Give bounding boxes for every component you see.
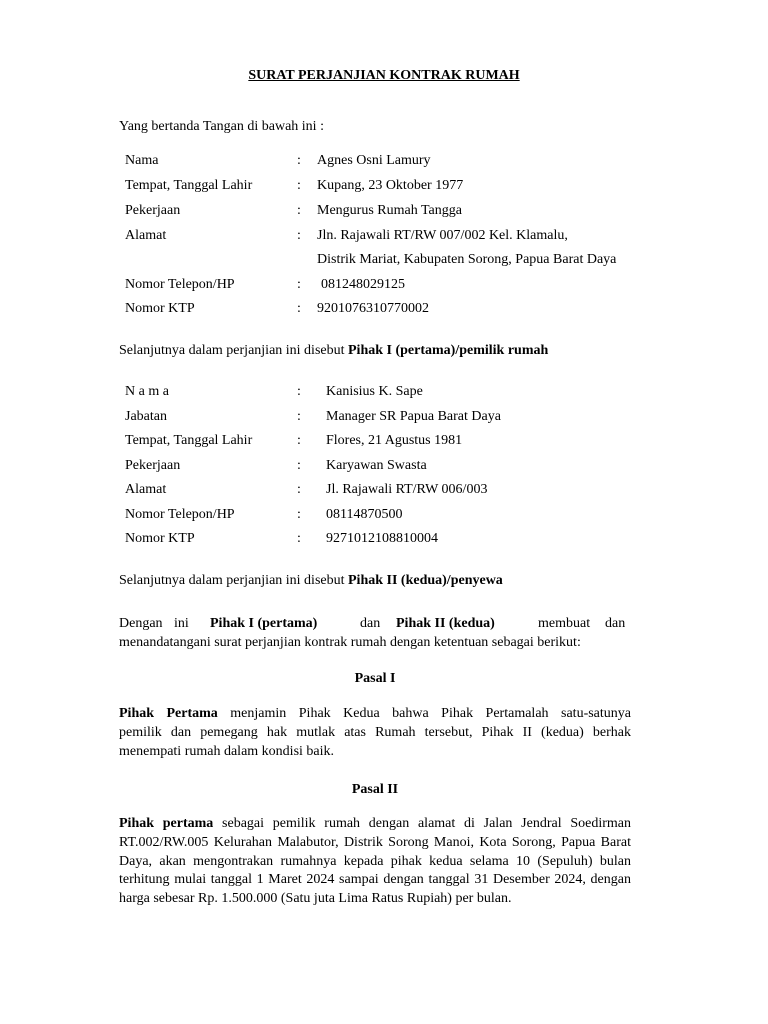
- summary-text: Selanjutnya dalam perjanjian ini disebut: [119, 573, 348, 588]
- field-label: Alamat: [125, 228, 167, 243]
- intro-text: Yang bertanda Tangan di bawah ini :: [119, 119, 324, 134]
- field-value: Jl. Rajawali RT/RW 006/003: [326, 482, 488, 497]
- paragraph-line: terhitung mulai tanggal 1 Maret 2024 sampai dengan tanggal 31 Desember 2024, dengan: [119, 872, 631, 888]
- agreement-word: dan: [360, 616, 381, 631]
- field-value: Kupang, 23 Oktober 1977: [317, 178, 464, 193]
- colon: :: [297, 531, 301, 546]
- colon: :: [297, 458, 301, 473]
- colon: :: [297, 277, 301, 292]
- agreement-party1: Pihak I (pertama): [210, 616, 318, 631]
- summary-text: Selanjutnya dalam perjanjian ini disebut: [119, 343, 348, 358]
- field-value: Kanisius K. Sape: [326, 384, 423, 399]
- colon: :: [297, 482, 301, 497]
- pasal-2-paragraph: [119, 815, 631, 909]
- paragraph-line: RT.002/RW.005 Kelurahan Malabutor, Distrik Sorong Manoi, Kota Sorong, Papua Barat: [119, 834, 631, 850]
- party1-summary: [119, 343, 548, 359]
- paragraph-line: menempati rumah dalam kondisi baik.: [119, 743, 335, 759]
- field-value: Flores, 21 Agustus 1981: [326, 433, 463, 448]
- field-value: Agnes Osni Lamury: [317, 153, 431, 168]
- field-label: Nama: [125, 153, 159, 168]
- agreement-line-2: menandatangani surat perjanjian kontrak rumah dengan ketentuan sebagai berikut:: [119, 635, 581, 650]
- agreement-word: membuat: [538, 616, 591, 631]
- field-label: Jabatan: [125, 409, 167, 424]
- document-title: SURAT PERJANJIAN KONTRAK RUMAH: [248, 68, 520, 83]
- agreement-party2: Pihak II (kedua): [396, 616, 495, 631]
- field-label: Nomor Telepon/HP: [125, 277, 235, 292]
- pasal-1-heading: Pasal I: [354, 671, 396, 686]
- paragraph-line: Daya, akan mengontrakan rumahnya kepada pihak kedua selama 10 (Sepuluh) bulan: [119, 853, 631, 869]
- field-value: Distrik Mariat, Kabupaten Sorong, Papua Barat Daya: [317, 252, 617, 267]
- paragraph-text: sebagai pemilik rumah dengan alamat di Jalan Jendral Soedirman: [213, 816, 631, 831]
- paragraph-line: pemilik dan pemegang hak mutlak atas Rumah tersebut, Pihak II (kedua) berhak: [119, 724, 631, 740]
- party1-role: Pihak I (pertama)/pemilik rumah: [348, 343, 549, 358]
- paragraph-text: menjamin Pihak Kedua bahwa Pihak Pertamalah satu-satunya: [217, 706, 631, 721]
- field-label: Nomor Telepon/HP: [125, 507, 235, 522]
- field-label: Pekerjaan: [125, 203, 181, 218]
- paragraph-line: harga sebesar Rp. 1.500.000 (Satu juta Lima Ratus Rupiah) per bulan.: [119, 891, 512, 907]
- pasal-1-subject: Pihak Pertama: [119, 706, 218, 721]
- field-value: 08114870500: [326, 507, 403, 522]
- colon: :: [297, 228, 301, 243]
- colon: :: [297, 507, 301, 522]
- pasal-1-paragraph: [119, 705, 631, 761]
- colon: :: [297, 301, 301, 316]
- field-value: 081248029125: [321, 277, 405, 292]
- paragraph-line: [119, 705, 631, 724]
- field-label: Nomor KTP: [125, 301, 195, 316]
- party2-role: Pihak II (kedua)/penyewa: [348, 573, 503, 588]
- colon: :: [297, 433, 301, 448]
- field-label: Nomor KTP: [125, 531, 195, 546]
- field-value: Karyawan Swasta: [326, 458, 427, 473]
- party2-summary: [119, 573, 503, 589]
- field-value: Manager SR Papua Barat Daya: [326, 409, 501, 424]
- colon: :: [297, 409, 301, 424]
- colon: :: [297, 203, 301, 218]
- pasal-2-heading: Pasal II: [351, 782, 399, 797]
- field-value: Jln. Rajawali RT/RW 007/002 Kel. Klamalu,: [317, 228, 568, 243]
- field-label: Alamat: [125, 482, 167, 497]
- colon: :: [297, 153, 301, 168]
- agreement-word: Dengan: [119, 616, 163, 631]
- agreement-word: dan: [605, 616, 626, 631]
- field-value: 9271012108810004: [326, 531, 438, 546]
- paragraph-line: [119, 815, 631, 834]
- field-label: Pekerjaan: [125, 458, 181, 473]
- field-label: Tempat, Tanggal Lahir: [125, 178, 253, 193]
- colon: :: [297, 384, 301, 399]
- colon: :: [297, 178, 301, 193]
- field-label: Tempat, Tanggal Lahir: [125, 433, 253, 448]
- pasal-2-subject: Pihak pertama: [119, 816, 214, 831]
- field-label: N a m a: [125, 384, 169, 399]
- field-value: 9201076310770002: [317, 301, 429, 316]
- agreement-word: ini: [174, 616, 189, 631]
- field-value: Mengurus Rumah Tangga: [317, 203, 462, 218]
